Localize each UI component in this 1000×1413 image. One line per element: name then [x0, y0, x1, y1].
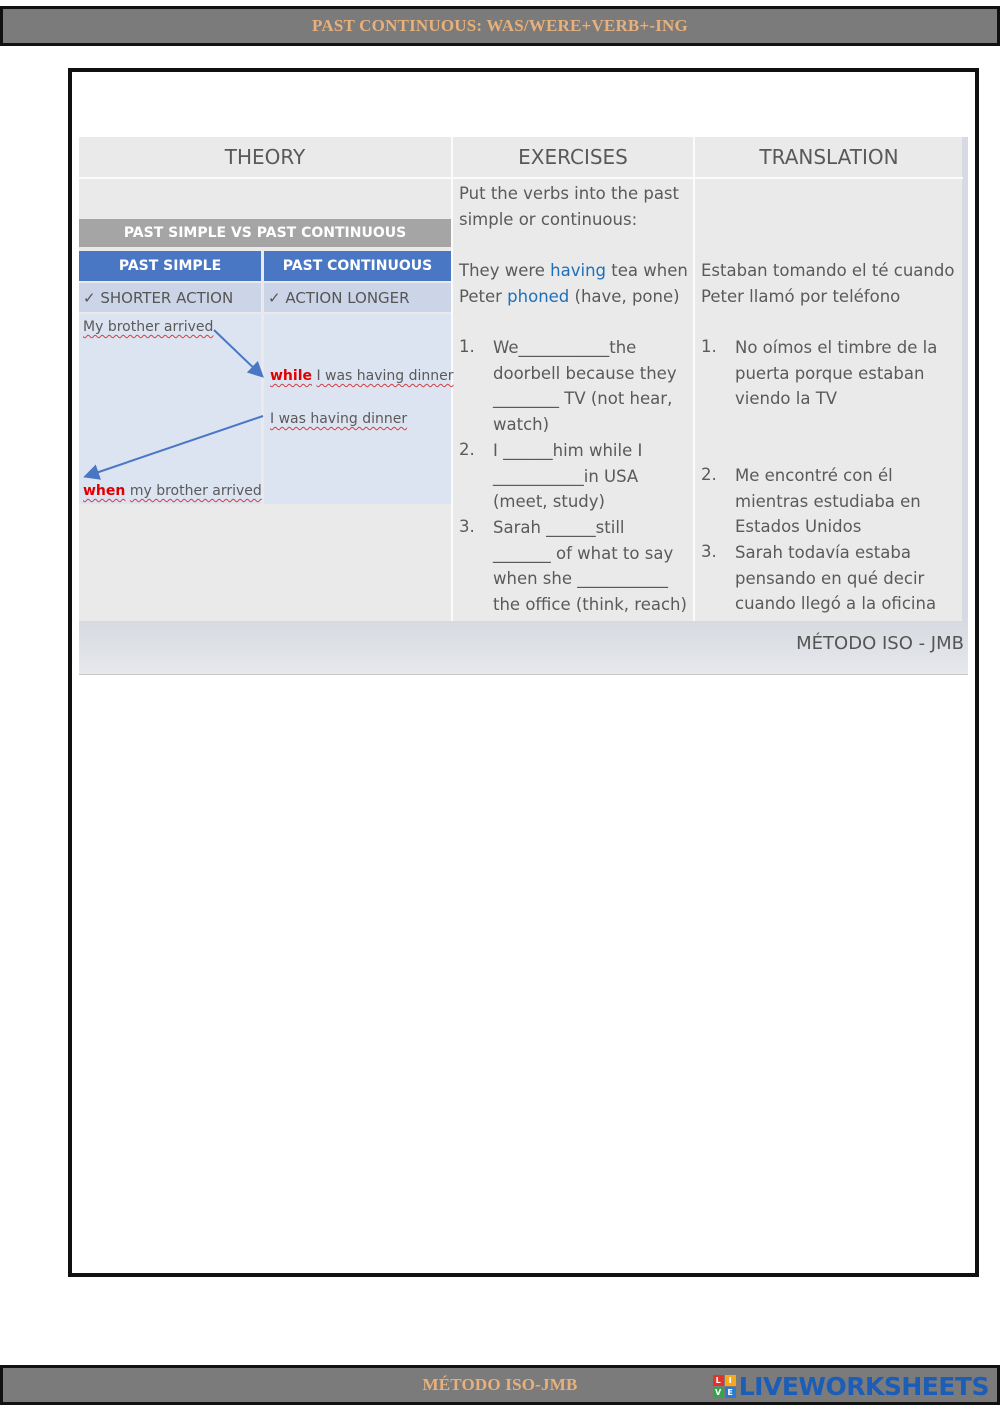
exercise-2[interactable]: I ______him while I ___________in USA (meet, study)	[493, 441, 643, 512]
translation-2: Me encontré con él mientras estudiaba en Estados Unidos	[735, 466, 921, 537]
translation-1: No oímos el timbre de la puerta porque estaban viendo la TV	[735, 338, 938, 409]
connector-when: when	[83, 483, 126, 499]
slide-footer-text: MÉTODO ISO - JMB	[796, 633, 964, 654]
slide-edge	[962, 137, 968, 621]
timeline-arrows	[79, 137, 454, 537]
arrow-to-when	[87, 416, 263, 476]
arrow-to-while	[214, 330, 261, 375]
exercise-1[interactable]: We___________the doorbell because they ________ TV (not hear, watch)	[493, 338, 677, 435]
column-header-exercises: EXERCISES	[518, 145, 628, 169]
exercise-1-number: 1.	[459, 337, 475, 356]
exercise-example: They were having tea when Peter phoned (have, pone)	[459, 261, 688, 306]
column-header-theory: THEORY	[224, 145, 306, 169]
example1-simple: My brother arrived	[83, 319, 214, 335]
header-banner	[0, 6, 1000, 46]
past-continuous-header: PAST CONTINUOUS	[264, 251, 451, 281]
translation-2-number: 2.	[701, 465, 717, 484]
example2-continuous: I was having dinner	[270, 411, 408, 427]
translation-3: Sarah todavía estaba pensando en qué decir cuando llegó a la oficina	[735, 543, 937, 614]
translation-1-number: 1.	[701, 337, 717, 356]
example2-simple: my brother arrived	[129, 483, 262, 499]
shorter-action-label: ✓ SHORTER ACTION	[79, 283, 261, 312]
connector-while: while	[270, 368, 312, 384]
logo-icon: L I V E	[713, 1375, 736, 1398]
column-header-translation: TRANSLATION	[759, 145, 899, 169]
header-title: PAST CONTINUOUS: WAS/WERE+VERB+-ING	[312, 16, 688, 35]
verb-phoned: phoned	[507, 286, 570, 306]
logo-text: LIVEWORKSHEETS	[738, 1371, 989, 1401]
example1-continuous: I was having dinner	[316, 368, 454, 384]
past-simple-header: PAST SIMPLE	[79, 251, 261, 281]
column-divider	[693, 137, 695, 621]
verb-having: having	[550, 261, 607, 280]
comparison-title: PAST SIMPLE VS PAST CONTINUOUS	[79, 219, 451, 247]
footer-banner	[0, 1365, 1000, 1405]
slide-footer	[79, 621, 968, 675]
exercise-3-number: 3.	[459, 517, 475, 536]
translation-example: Estaban tomando el té cuando Peter llamó por teléfono	[701, 261, 955, 306]
lesson-slide	[79, 137, 968, 675]
translation-3-number: 3.	[701, 542, 717, 561]
exercise-instruction: Put the verbs into the past simple or continuous:	[459, 184, 679, 229]
exercise-2-number: 2.	[459, 440, 475, 459]
footer-title: MÉTODO ISO-JMB	[422, 1375, 578, 1394]
liveworksheets-logo[interactable]	[713, 1372, 989, 1400]
action-longer-label: ✓ ACTION LONGER	[264, 283, 451, 312]
exercise-3[interactable]: Sarah ______still _______ of what to say when she ___________ the office (think, reach)	[493, 518, 687, 615]
